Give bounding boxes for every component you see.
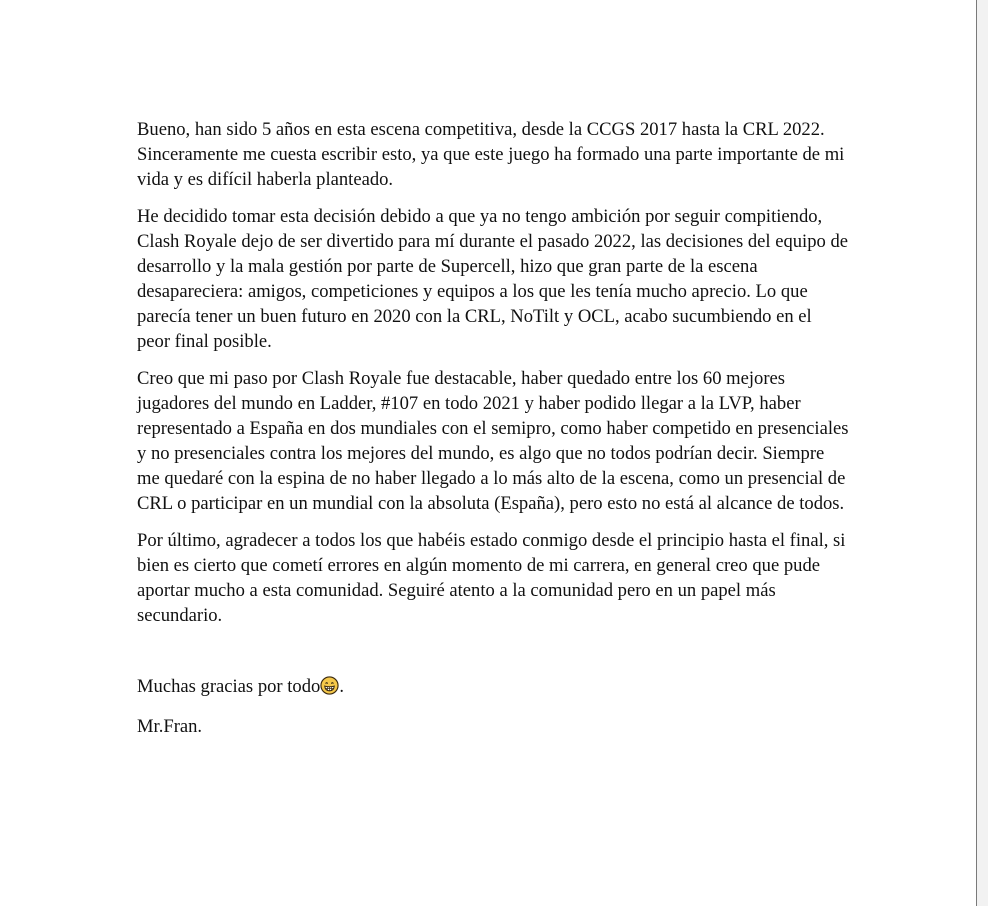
- page-edge: [977, 0, 988, 906]
- closing-text: Muchas gracias por todo: [137, 676, 321, 697]
- closing-period: .: [339, 676, 344, 697]
- paragraph-1: Bueno, han sido 5 años en esta escena competitiva, desde la CCGS 2017 hasta la CRL 2022. Sinceramente me cuesta escribir esto, ya que este juego ha formado una parte importante de mi vida y es difícil haberla planteado.: [137, 119, 845, 190]
- closing-line: [137, 674, 849, 699]
- paragraph-4: Por último, agradecer a todos los que habéis estado conmigo desde el principio hasta el final, si bien es cierto que cometí errores en algún momento de mi carrera, en general creo que pude aportar mucho a esta comunidad. Seguiré atento a la comunidad pero en un papel más secundario.: [137, 530, 846, 626]
- paragraph-2: He decidido tomar esta decisión debido a que ya no tengo ambición por seguir compitiendo, Clash Royale dejo de ser divertido para mí durante el pasado 2022, las decisiones del equipo de desarrollo y la mala gestión por parte de Supercell, hizo que gran parte de la escena desapareciera: amigos, competiciones y equipos a los que les tenía mucho aprecio. Lo que parecía tener un buen futuro en 2020 con la CRL, NoTilt y OCL, acabo sucumbiendo en el peor final posible.: [137, 206, 849, 352]
- letter-body: [137, 117, 849, 739]
- grinning-face-emoji-icon: [320, 676, 339, 695]
- signature: Mr.Fran.: [137, 716, 203, 737]
- paragraph-3: Creo que mi paso por Clash Royale fue destacable, haber quedado entre los 60 mejores jugadores del mundo en Ladder, #107 en todo 2021 y haber podido llegar a la LVP, haber representado a España en dos mundiales con el semipro, como haber competido en presenciales y no presenciales contra los mejores del mundo, es algo que no todos podrían decir. Siempre me quedaré con la espina de no haber llegado a lo más alto de la escena, como un presencial de CRL o participar en un mundial con la absoluta (España), pero esto no está al alcance de todos.: [137, 368, 849, 514]
